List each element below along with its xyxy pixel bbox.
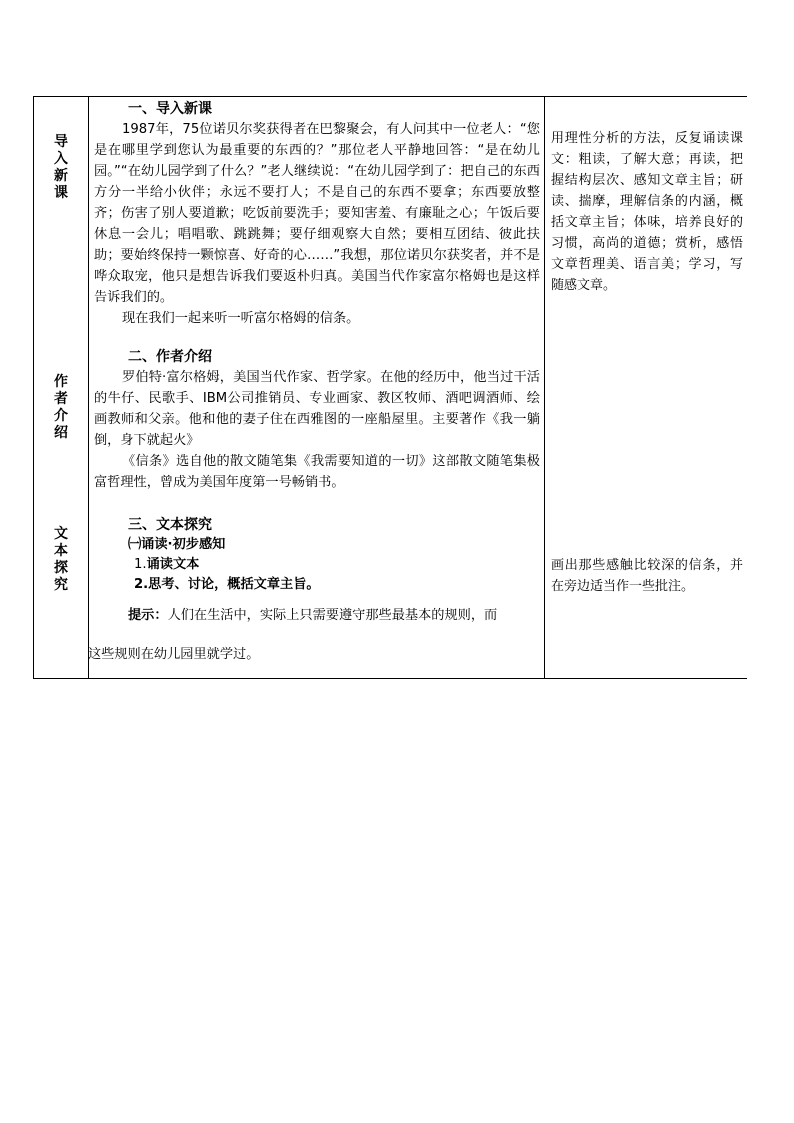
- subsection-title: ㈠诵读·初步感知: [128, 537, 226, 552]
- label-char: 绍: [54, 425, 68, 441]
- item-text: 诵读文本: [146, 557, 200, 572]
- column-divider: [88, 97, 89, 678]
- item-number: 1.: [134, 557, 147, 572]
- section-author: [94, 347, 540, 493]
- teaching-note: 画出那些感触比较深的信条，并在旁边适当作一些批注。: [551, 558, 743, 594]
- section-intro: [94, 99, 540, 329]
- label-char: 探: [54, 560, 68, 576]
- column-divider: [544, 97, 545, 678]
- section-heading: 三、文本探究: [128, 517, 212, 533]
- hint-label: 提示：: [128, 608, 168, 623]
- hint: [94, 605, 540, 626]
- hint-text: 人们在生活中，实际上只需要遵守那些最基本的规则，而: [167, 608, 498, 623]
- lesson-table: [33, 96, 747, 679]
- teaching-note: 用理性分析的方法，反复诵读课文：粗读，了解大意；再读，把握结构层次、感知文章主旨；研读、揣摩，理解信条的内涵，概括文章主旨；体味，培养良好的习惯，高尚的道德；赏析，感悟文章哲理美、语言美；学习，写随感文章。: [551, 131, 743, 293]
- paragraph: 罗伯特·富尔格姆，美国当代作家、哲学家。在他的经历中，他当过干活的牛仔、民歌手、IBM公司推销员、专业画家、教区牧师、酒吧调酒师、绘画教师和父亲。他和他的妻子住在西雅图的一座船屋里。主要著作《我一躺倒，身下就起火》: [94, 370, 540, 448]
- label-author: [34, 374, 88, 442]
- section-heading: 一、导入新课: [128, 101, 212, 117]
- label-char: 新: [54, 168, 68, 184]
- label-char: 者: [54, 391, 68, 407]
- paragraph: 《信条》选自他的散文随笔集《我需要知道的一切》这部散文随笔集极富哲理性，曾成为美国年度第一号畅销书。: [94, 454, 540, 490]
- section-heading: 二、作者介绍: [128, 349, 212, 365]
- hint-continuation: 这些规则在幼儿园里就学过。: [88, 647, 260, 662]
- label-char: 究: [54, 577, 68, 593]
- label-char: 作: [54, 374, 68, 390]
- label-char: 介: [54, 408, 68, 424]
- label-intro: [34, 134, 88, 202]
- list-item: 2.思考、讨论，概括文章主旨。: [134, 577, 320, 592]
- label-char: 本: [54, 543, 68, 559]
- label-char: 入: [54, 151, 68, 167]
- label-char: 导: [54, 134, 68, 150]
- label-explore: [34, 526, 88, 594]
- paragraph: 现在我们一起来听一听富尔格姆的信条。: [122, 311, 360, 326]
- label-char: 课: [54, 185, 68, 201]
- section-explore: [88, 515, 540, 665]
- list-item: [94, 555, 540, 575]
- paragraph: 1987年，75位诺贝尔奖获得者在巴黎聚会，有人问其中一位老人：“您是在哪里学到您认为最重要的东西的？”那位老人平静地回答：“是在幼儿园。”“在幼儿园学到了什么？”老人继续说：“在幼儿园学到了：把自己的东西方分一半给小伙伴；永远不要打人；不是自己的东西不要拿；东西要放整齐；伤害了别人要道歉；吃饭前要洗手；要知害羞、有廉耻之心；午饭后要休息一会儿；唱唱歌、跳跳舞；要仔细观察大自然；要相互团结、彼此扶助；要始终保持一颗惊喜、好奇的心……”我想，那位诺贝尔获奖者，并不是哗众取宠，他只是想告诉我们要返朴归真。美国当代作家富尔格姆也是这样告诉我们的。: [94, 122, 540, 305]
- label-char: 文: [54, 526, 68, 542]
